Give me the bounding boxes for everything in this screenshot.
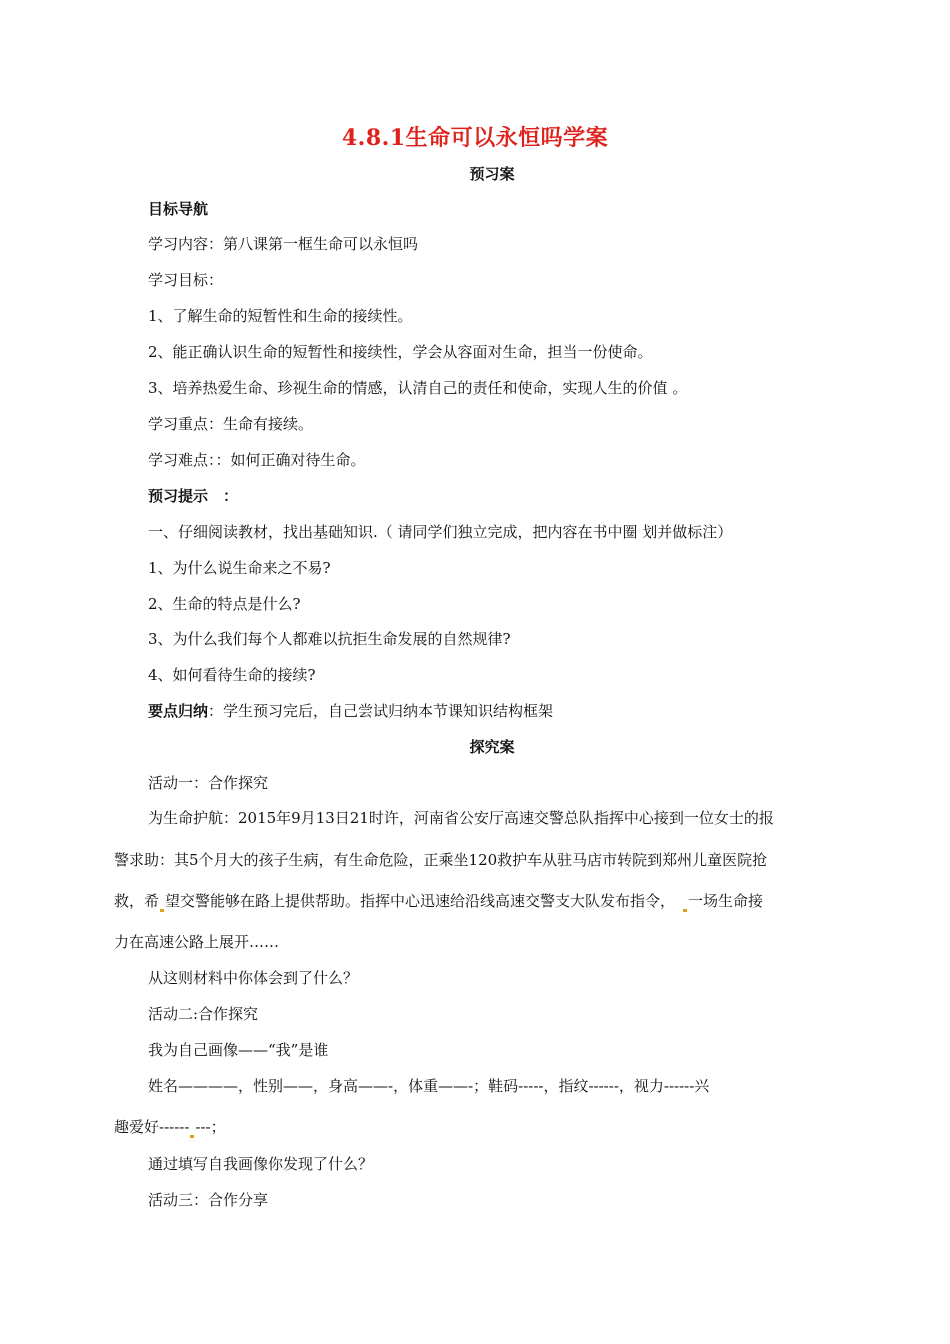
key-point: 学习重点：生命有接续。 — [148, 415, 314, 433]
portrait-title: 我为自己画像——“我”是谁 — [148, 1041, 329, 1059]
difficult-point: 学习难点：：如何正确对待生命。 — [148, 451, 366, 469]
story-line-3a: 救，希 — [114, 892, 160, 910]
mark-dot — [190, 1135, 194, 1138]
portrait-line-1: 姓名————，性别——，身高——-，体重——-；鞋码-----，指纹------，视力------兴 — [148, 1077, 710, 1095]
goal-nav-heading: 目标导航 — [148, 200, 209, 218]
question-4: 4、如何看待生命的接续? — [148, 666, 316, 684]
activity-1: 活动一：合作探究 — [148, 774, 269, 792]
portrait-line-2 — [114, 1116, 226, 1138]
activity-2: 活动二:合作探究 — [148, 1005, 259, 1023]
mark-dot — [160, 909, 164, 912]
portrait-line-2a: 趣爱好------ — [114, 1118, 190, 1136]
portrait-question: 通过填写自我画像你发现了什么？ — [148, 1155, 374, 1173]
section-heading-explore: 探究案 — [469, 738, 515, 756]
goal-item-1: 1、了解生命的短暂性和生命的接续性。 — [148, 307, 413, 325]
activity-3: 活动三：合作分享 — [148, 1191, 269, 1209]
portrait-line-2b: ---； — [195, 1118, 226, 1136]
study-goals-label: 学习目标： — [148, 271, 224, 289]
instruction-text: 一、仔细阅读教材，找出基础知识.（ 请同学们独立完成，把内容在书中圈 划并做标注） — [148, 523, 733, 541]
question-1: 1、为什么说生命来之不易? — [148, 559, 331, 577]
study-content: 学习内容：第八课第一框生命可以永恒吗 — [148, 235, 419, 253]
story-line-1: 为生命护航：2015年9月13日21时许，河南省公安厅高速交警总队指挥中心接到一位女士的报 — [148, 809, 774, 827]
summary-label: 要点归纳 — [148, 702, 209, 720]
section-heading-preview: 预习案 — [469, 165, 515, 183]
summary-line — [148, 700, 553, 721]
story-line-2: 警求助：其5个月大的孩子生病，有生命危险，正乘坐120救护车从驻马店市转院到郑州儿童医院抢 — [114, 851, 768, 869]
goal-item-3: 3、培养热爱生命、珍视生命的情感，认清自己的责任和使命，实现人生的价值 。 — [148, 379, 688, 397]
mark-dot — [683, 909, 687, 912]
summary-text: ：学生预习完后，自己尝试归纳本节课知识结构框架 — [208, 702, 554, 720]
story-line-4: 力在高速公路上展开…… — [114, 933, 280, 951]
goal-item-2: 2、能正确认识生命的短暂性和接续性，学会从容面对生命，担当一份使命。 — [148, 343, 653, 361]
story-line-3 — [114, 890, 763, 912]
preview-tips-heading: 预习提示 ： — [148, 487, 239, 505]
story-line-3b: 望交警能够在路上提供帮助。指挥中心迅速给沿线高速交警支大队发布指令， — [165, 892, 676, 910]
document-title: 4.8.1生命可以永恒吗学案 — [341, 125, 609, 151]
story-line-3c: 一场生命接 — [688, 892, 764, 910]
question-2: 2、生命的特点是什么? — [148, 595, 301, 613]
question-3: 3、为什么我们每个人都难以抗拒生命发展的自然规律? — [148, 630, 511, 648]
story-question: 从这则材料中你体会到了什么？ — [148, 969, 359, 987]
